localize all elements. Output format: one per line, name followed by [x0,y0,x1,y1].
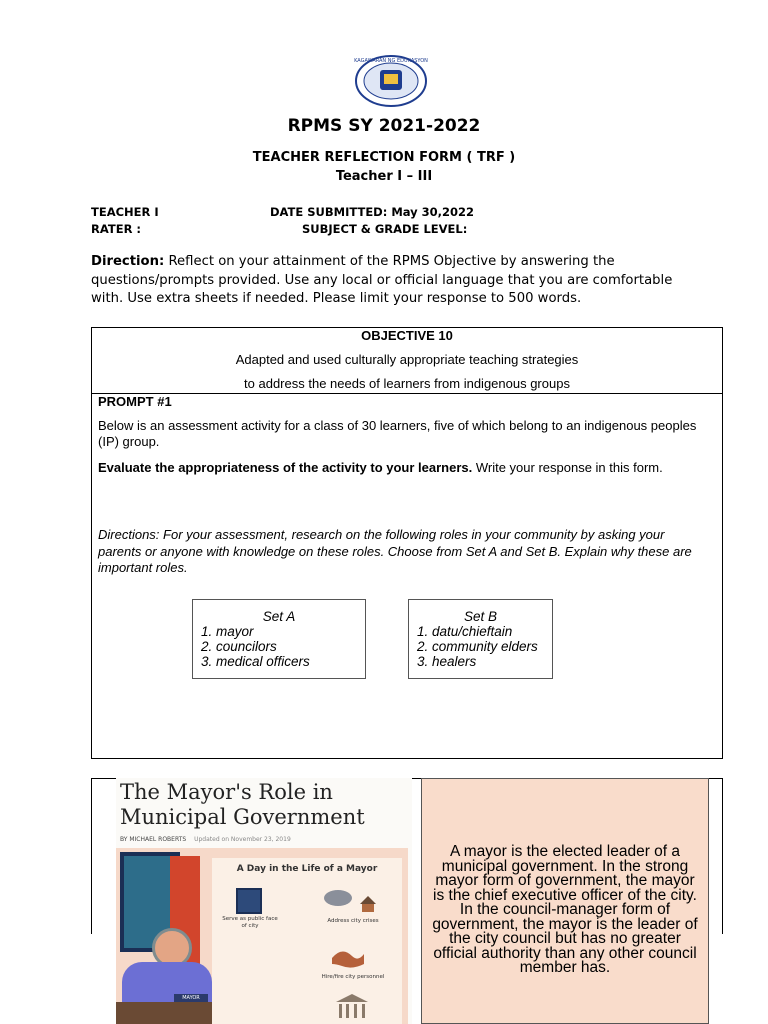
direction-text: Reflect on your attainment of the RPMS Objective by answering the questions/prompts provided. Use any local or official language that you are comfortable with. Use extra sheets if needed. Please limit your response to 500 words. [91,254,673,306]
set-a-item: 3. medical officers [201,654,310,669]
set-b-item: 1. datu/chieftain [417,624,513,639]
prompt-intro: Below is an assessment activity for a class of 30 learners, five of which belong to an indigenous peoples (IP) group. [98,418,697,449]
response-box [421,778,709,1024]
teacher-field: TEACHER I [91,205,159,219]
subject-grade-field: SUBJECT & GRADE LEVEL: [302,222,468,236]
article-updated: Updated on November 23, 2019 [194,836,291,843]
teacher-level: Teacher I – III [335,169,433,184]
direction-label: Direction: [91,254,165,269]
day-panel-title: A Day in the Life of a Mayor [236,864,378,874]
prompt-label: PROMPT #1 [98,394,172,409]
set-b-box [408,599,553,679]
form-title: TEACHER REFLECTION FORM ( TRF ) [252,150,516,165]
page-title: RPMS SY 2021-2022 [287,116,481,136]
day-panel [212,858,402,1024]
set-b-item: 2. community elders [417,639,538,654]
objective-line-2: to address the needs of learners from indigenous groups [244,376,570,391]
objective-box [91,327,723,394]
caption-address-crises: Address city crises [327,918,379,924]
prompt-evaluate [98,459,718,476]
date-submitted-field: DATE SUBMITTED: May 30,2022 [270,205,475,219]
svg-text:KAGAWARAN NG EDUKASYON: KAGAWARAN NG EDUKASYON [354,58,428,64]
article-title: The Mayor's Role in Municipal Government [120,780,365,829]
response-text: A mayor is the elected leader of a municipal government. In the strong mayor form of government, the mayor is the chief executive officer of the city. In the council-manager form of government, the mayor is the leader of the city council but has no greater official authority than any other council member has. [432,843,698,976]
tv-icon [236,888,262,914]
set-a-box [192,599,366,679]
set-a-item: 2. councilors [201,639,277,654]
evaluate-rest: Write your response in this form. [472,460,663,475]
prompt-directions: Directions: For your assessment, research on the following roles in your community by asking your parents or anyone with knowledge on these roles. Choose from Set A and Set B. Explain why these are important roles. [98,527,692,575]
set-a-title: Set A [262,609,296,624]
deped-seal-logo [354,55,428,107]
prompt-box [91,393,723,759]
handshake-icon [328,942,368,972]
evaluate-bold: Evaluate the appropriateness of the activity to your learners. [98,460,473,475]
mayor-illustration [116,848,408,1024]
article-author: BY MICHAEL ROBERTS [120,836,187,843]
direction-paragraph [91,253,691,309]
caption-public-face: Serve as public face of city [222,916,278,929]
caption-hire-fire: Hire/fire city personnel [321,974,385,980]
article-byline [120,836,291,843]
mayor-desk-sign: MAYOR [174,994,208,1002]
rater-field: RATER : [91,222,142,236]
objective-line-1: Adapted and used culturally appropriate teaching strategies [235,352,579,367]
set-a-item: 1. mayor [201,624,254,639]
storm-icon [320,884,390,914]
set-b-item: 3. healers [417,654,477,669]
set-b-title: Set B [463,609,498,624]
article-screenshot [116,778,412,1024]
city-hall-icon [334,992,370,1022]
objective-title: OBJECTIVE 10 [361,328,453,343]
